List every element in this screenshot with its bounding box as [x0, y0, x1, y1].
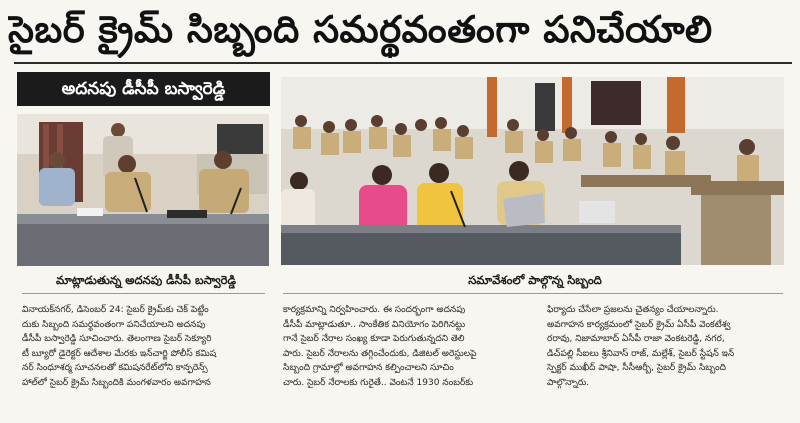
article-column-1: [22, 303, 265, 391]
text-line: నర్ సింధూశర్మ సూచనలతో కమిషనరేట్‌లోని కాన్ఫరెన్స్: [22, 363, 208, 374]
article-column-3: [547, 303, 791, 391]
text-line: పాల్గొన్నారు.: [547, 377, 590, 388]
text-line: గానే సైబర్ నేరాల సంఖ్య కూడా పెరుగుతున్నదని తెలి: [283, 334, 465, 345]
text-line: డీసీపీ మాట్లాడుతూ.. సాంకేతిక వినియోగం పెరిగినట్టు: [283, 319, 466, 330]
text-line: వినాయక్‌నగర్, డిసెంబర్ 24: సైబర్ క్రైమ్‌కు చెక్ పెట్టేం: [22, 305, 209, 315]
caption-divider-left: [22, 293, 265, 294]
text-line: ఫిర్యాదు చేసేలా ప్రజలను చైతన్యం చేయాలన్నారు.: [547, 305, 719, 315]
headline-rule: [14, 62, 792, 64]
text-line: కార్యక్రమాన్ని నిర్వహించారు. ఈ సందర్భంగా అదనపు: [283, 305, 466, 315]
text-line: డీసీపీ బస్వారెడ్డి సూచించారు. తెలంగాణ సైబర్ సెక్యూరి: [22, 334, 212, 345]
text-line: చారు. సైబర్ నేరాలకు గురైతే.. వెంటనే 1930 నంబర్‌కు: [283, 377, 474, 388]
text-line: రరావు, నిజామాబాద్ ఏసీపీ రాజా వెంకటరెడ్డి, నగర,: [547, 334, 725, 345]
text-line: డిచ్‌పల్లి సీఐలు శ్రీనివాస్ రాజ్, మల్లేశ్, సైబర్ స్టేషన్ ఇన్: [547, 348, 735, 359]
text-line: స్పెక్టర్ ముఖీద్ పాషా, సీసీఆర్బీ, సైబర్ క్రైమ్ సిబ్బంది: [547, 363, 727, 374]
photo-officer-speaking: [17, 114, 269, 266]
text-line: టీ బ్యూరో డైరెక్టర్ ఆదేశాల మేరకు ఇన్‌చార్జి పోలీస్ కమిష: [22, 348, 217, 359]
article-column-2: [283, 303, 537, 391]
text-line: అవగాహన కార్యక్రమంలో సైబర్ క్రైమ్ ఏసీపీ వెంకటేశ్వ: [547, 319, 731, 330]
photo-caption-right: సమావేశంలో పాల్గొన్న సిబ్బంది: [468, 273, 602, 287]
text-line: సిబ్బంది గ్రామాల్లో అవగాహన కల్పించాలని సూచిం: [283, 363, 454, 374]
text-line: దుకు సిబ్బంది సమర్థవంతంగా పనిచేయాలని అదనపు: [22, 319, 206, 330]
headline: సైబర్ క్రైమ్ సిబ్బంది సమర్థవంతంగా పనిచేయాలి: [8, 8, 713, 51]
text-line: పారు. సైబర్ నేరాలను తగ్గించేందుకు, డిజిటల్ అరెస్టులపై: [283, 348, 477, 359]
subhead-banner: అదనపు డీసీపీ బస్వారెడ్డి: [17, 72, 270, 106]
photo-meeting-staff: [281, 77, 784, 265]
caption-divider-right: [283, 293, 783, 294]
text-line: హాల్‌లో సైబర్ క్రైమ్ సిబ్బందికి మంగళవారం అవగాహన: [22, 377, 211, 388]
photo-caption-left: మాట్లాడుతున్న అదనపు డీసీపీ బస్వారెడ్డి: [55, 273, 237, 287]
